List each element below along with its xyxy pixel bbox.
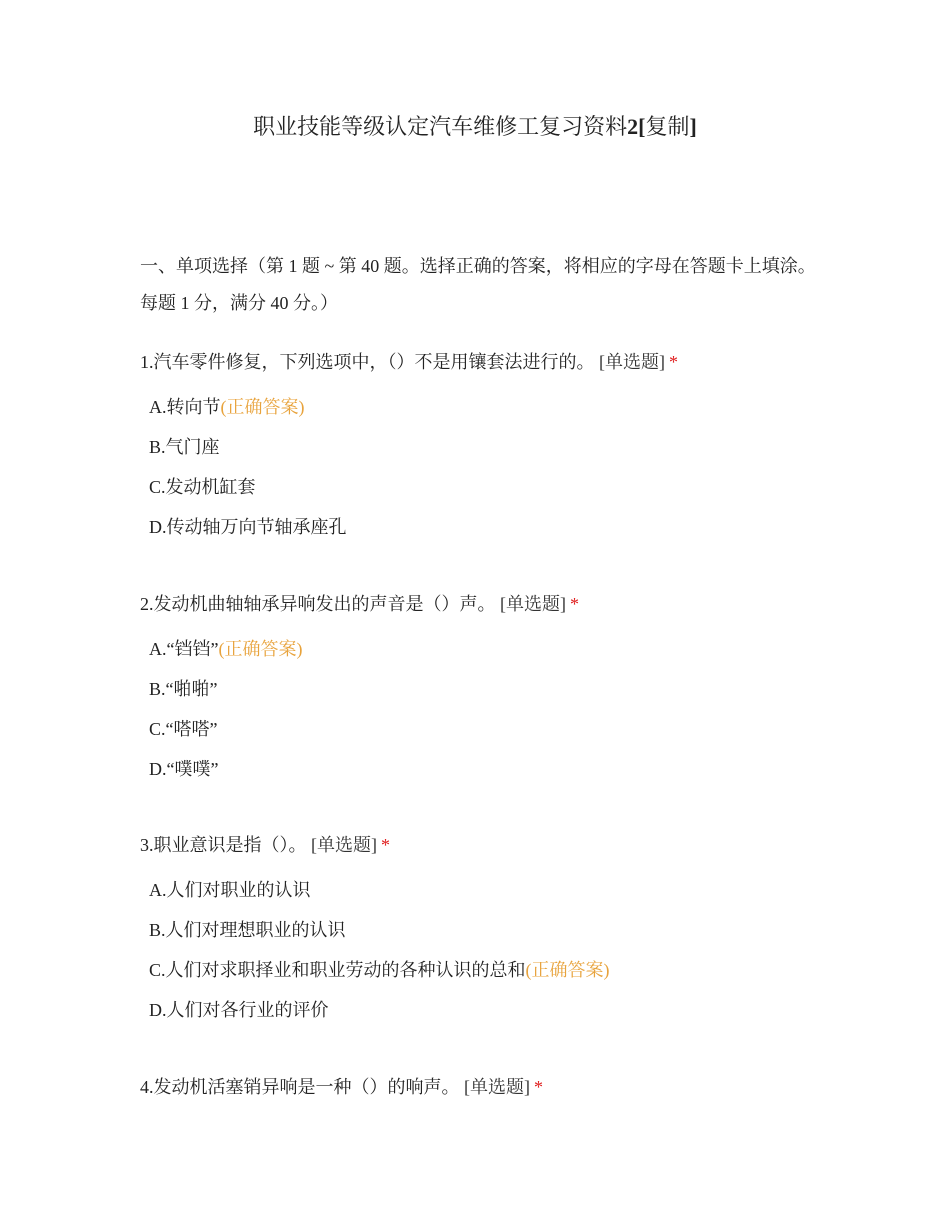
question-4 xyxy=(140,1072,840,1102)
option-text: B.人们对理想职业的认识 xyxy=(149,920,346,940)
option-text: C.人们对求职择业和职业劳动的各种认识的总和 xyxy=(149,960,526,980)
option-a xyxy=(149,875,840,905)
correct-answer-label: (正确答案) xyxy=(220,397,305,417)
title-number: 2[ xyxy=(627,114,646,139)
question-type: [单选题] xyxy=(500,594,566,614)
option-text: C.“嗒嗒” xyxy=(149,719,218,739)
correct-answer-label: (正确答案) xyxy=(525,960,610,980)
question-2 xyxy=(140,589,840,794)
question-text xyxy=(140,830,840,860)
option-d xyxy=(149,995,840,1025)
question-stem: 4.发动机活塞销异响是一种（）的响声。 xyxy=(140,1077,460,1097)
option-b xyxy=(149,432,840,462)
required-mark: * xyxy=(669,352,678,372)
option-text: A.人们对职业的认识 xyxy=(149,880,311,900)
option-a xyxy=(149,392,840,422)
required-mark: * xyxy=(381,835,390,855)
correct-answer-label: (正确答案) xyxy=(218,639,303,659)
document-title xyxy=(0,110,950,144)
title-text: 职业技能等级认定汽车维修工复习资料 xyxy=(253,114,628,139)
question-stem: 2.发动机曲轴轴承异响发出的声音是（）声。 xyxy=(140,594,496,614)
question-3 xyxy=(140,830,840,1035)
option-a xyxy=(149,634,840,664)
question-type: [单选题] xyxy=(464,1077,530,1097)
option-b xyxy=(149,915,840,945)
option-list xyxy=(140,634,840,784)
option-text: A.转向节 xyxy=(149,397,221,417)
option-c xyxy=(149,955,840,985)
option-list xyxy=(140,875,840,1025)
option-text: D.人们对各行业的评价 xyxy=(149,1000,329,1020)
option-d xyxy=(149,754,840,784)
option-text: B.气门座 xyxy=(149,437,220,457)
question-1 xyxy=(140,347,840,552)
section-header: 一、单项选择（第 1 题 ~ 第 40 题。选择正确的答案，将相应的字母在答题卡上填涂。每题 1 分，满分 40 分。） xyxy=(140,256,816,313)
option-text: D.“噗噗” xyxy=(149,759,219,779)
question-text xyxy=(140,1072,840,1102)
question-stem: 3.职业意识是指（）。 xyxy=(140,835,307,855)
question-type: [单选题] xyxy=(311,835,377,855)
question-text xyxy=(140,589,840,619)
title-copy-label: 复制 xyxy=(645,114,690,139)
required-mark: * xyxy=(534,1077,543,1097)
option-c xyxy=(149,714,840,744)
option-c xyxy=(149,472,840,502)
option-text: D.传动轴万向节轴承座孔 xyxy=(149,517,347,537)
option-d xyxy=(149,512,840,542)
question-type: [单选题] xyxy=(599,352,665,372)
question-stem: 1.汽车零件修复，下列选项中，（）不是用镶套法进行的。 xyxy=(140,352,595,372)
question-text xyxy=(140,347,840,377)
required-mark: * xyxy=(570,594,579,614)
option-text: A.“铛铛” xyxy=(149,639,219,659)
option-list xyxy=(140,392,840,542)
option-text: B.“啪啪” xyxy=(149,679,218,699)
option-b xyxy=(149,674,840,704)
option-text: C.发动机缸套 xyxy=(149,477,256,497)
title-bracket: ] xyxy=(689,114,697,139)
